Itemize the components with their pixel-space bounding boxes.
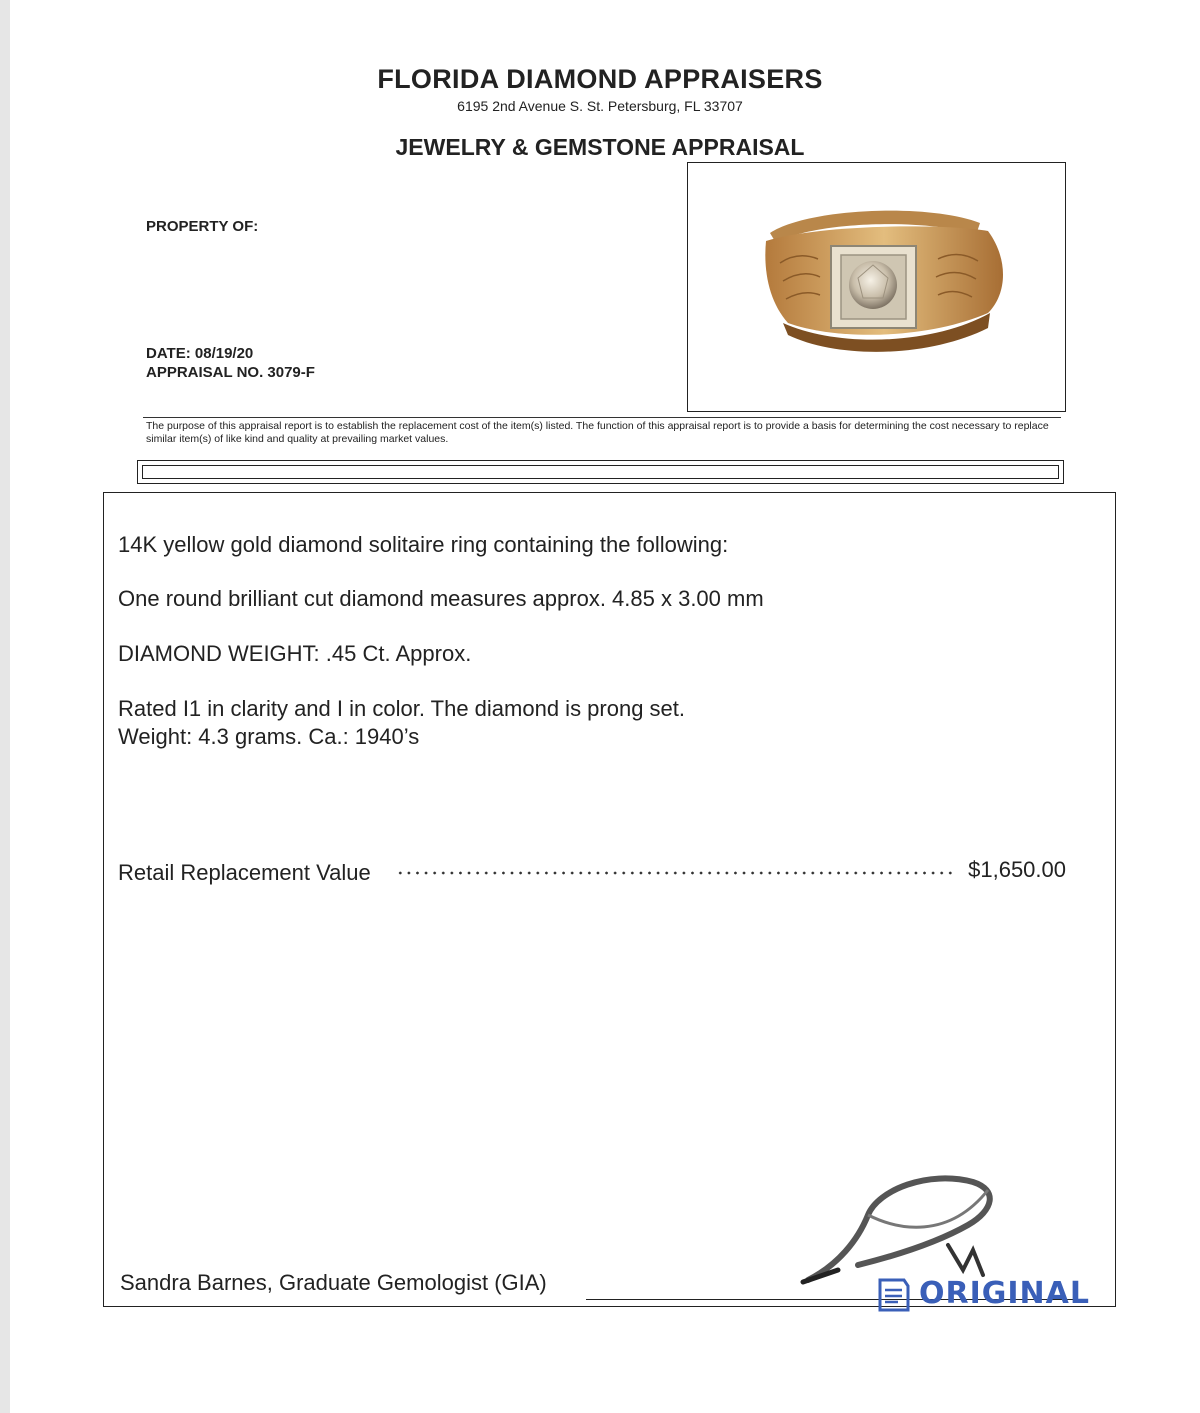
item-weight-era: Weight: 4.3 grams. Ca.: 1940’s: [118, 724, 420, 749]
property-of-label: PROPERTY OF:: [146, 218, 259, 235]
document-title: JEWELRY & GEMSTONE APPRAISAL: [395, 134, 805, 160]
double-bar-inner: [142, 465, 1059, 479]
diamond-measurements: One round brilliant cut diamond measures approx. 4.85 x 3.00 mm: [118, 586, 764, 611]
clarity-color: Rated I1 in clarity and I in color. The diamond is prong set.: [118, 696, 686, 721]
item-description: 14K yellow gold diamond solitaire ring containing the following:: [118, 532, 729, 557]
retail-value-row: [118, 857, 1066, 887]
double-bar: [137, 460, 1064, 484]
scan-edge: [0, 0, 10, 1413]
retail-value-amount: $1,650.00: [968, 857, 1066, 882]
stamp-text: ORIGINAL: [919, 1276, 1090, 1311]
appraisal-number: APPRAISAL NO. 3079-F: [146, 364, 315, 381]
diamond-weight: DIAMOND WEIGHT: .45 Ct. Approx.: [118, 641, 472, 666]
signer-name: Sandra Barnes, Graduate Gemologist (GIA): [120, 1270, 547, 1295]
dot-leader: [396, 870, 956, 876]
company-name: FLORIDA DIAMOND APPRAISERS: [377, 64, 823, 94]
date-line: DATE: 08/19/20: [146, 345, 254, 362]
item-photo-frame: [687, 162, 1066, 412]
document-icon: [874, 1276, 914, 1314]
divider: [143, 417, 1061, 418]
original-stamp: [872, 1274, 1090, 1318]
purpose-statement: The purpose of this appraisal report is to establish the replacement cost of the item(s) listed. The function of this appraisal report is to provide a basis for determining the cost necessary to replace similar item(s) of like kind and quality at prevailing market values.: [146, 420, 1049, 445]
retail-value-label: Retail Replacement Value: [118, 860, 371, 885]
company-address: 6195 2nd Avenue S. St. Petersburg, FL 33707: [457, 98, 743, 114]
ring-photo: [688, 163, 1065, 411]
